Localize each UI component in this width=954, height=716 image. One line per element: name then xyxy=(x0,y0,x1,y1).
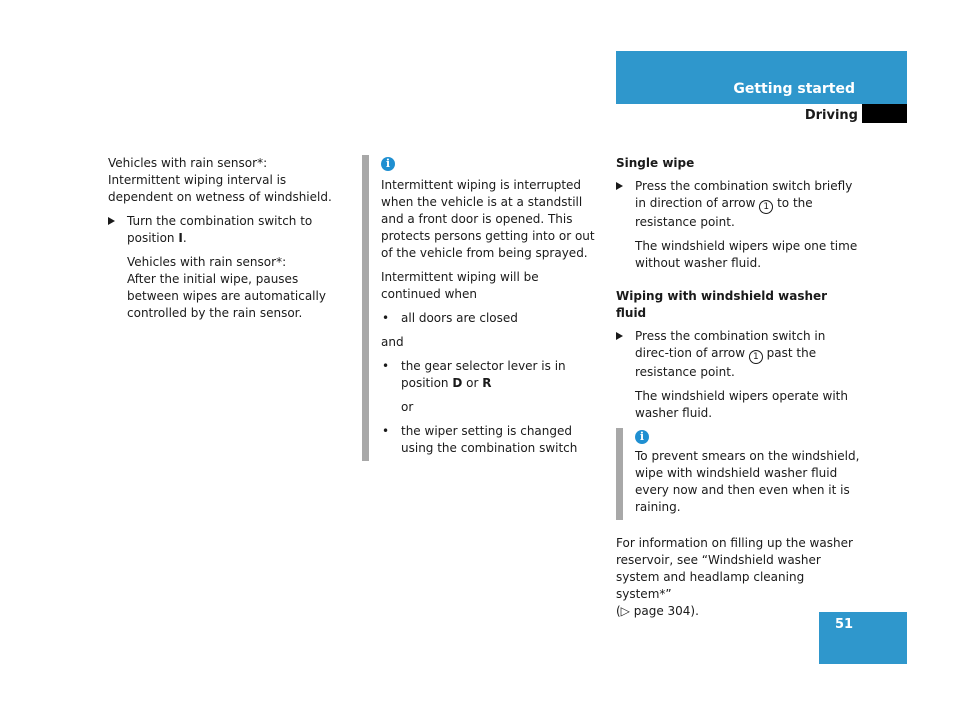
header-tab xyxy=(616,51,907,104)
washer-result: The windshield wipers operate with washer fluid. xyxy=(635,389,848,420)
step-position-i: Turn the combination switch to position I. xyxy=(108,213,348,247)
info-box xyxy=(616,428,860,520)
triangle-bullet-icon xyxy=(616,182,623,190)
intro-line1: Vehicles with rain sensor*: xyxy=(108,156,268,170)
single-wipe-result: The windshield wipers wipe one time without washer fluid. xyxy=(635,239,858,270)
washer-heading: Wiping with windshield washer fluid xyxy=(616,289,828,320)
info-icon: i xyxy=(381,157,395,171)
rain-sensor-note: Vehicles with rain sensor*: After the initial wipe, pauses between wipes are automatically controlled by the rain sensor. xyxy=(127,255,326,320)
arrow-number-icon: 1 xyxy=(759,200,773,214)
info-text: Intermittent wiping is interrupted when the vehicle is at a standstill and a front door is opened. This protects persons getting into or out of the vehicle from being sprayed. xyxy=(381,178,595,260)
subsection-title: Driving xyxy=(804,108,858,123)
continued-text: Intermittent wiping will be continued when xyxy=(381,270,539,301)
info-bar xyxy=(362,155,369,461)
column-right xyxy=(616,155,860,620)
column-middle xyxy=(362,155,602,461)
bullet-dot-icon: • xyxy=(382,424,390,438)
column-left xyxy=(108,155,348,322)
intro-line2: Intermittent wiping interval is dependent on wetness of windshield. xyxy=(108,173,332,204)
section-marker xyxy=(862,104,907,123)
page-number-tab xyxy=(819,612,907,664)
list-item: • the wiper setting is changed using the combination switch xyxy=(382,424,578,455)
list-item: • the gear selector lever is in position D or R xyxy=(382,359,566,390)
washer-step: Press the combination switch in direc-tion of arrow 1 past the resistance point. xyxy=(616,328,860,381)
list-item: • all doors are closed xyxy=(382,311,518,325)
bullet-dot-icon: • xyxy=(382,359,390,373)
info-box xyxy=(362,155,602,461)
footer-text: For information on filling up the washer reservoir, see “Windshield washer system and headlamp cleaning system*” xyxy=(616,536,853,601)
page-number: 51 xyxy=(835,617,854,632)
info-icon: i xyxy=(635,430,649,444)
and-text: and xyxy=(381,335,404,349)
or-text: or xyxy=(401,400,414,414)
arrow-number-icon: 1 xyxy=(749,350,763,364)
info-text: To prevent smears on the windshield, wipe with windshield washer fluid every now and then even when it is raining. xyxy=(635,449,860,514)
section-title: Getting started xyxy=(733,81,855,97)
single-wipe-heading: Single wipe xyxy=(616,156,695,170)
triangle-bullet-icon xyxy=(108,217,115,225)
page-reference: (▷ page 304). xyxy=(616,604,699,618)
info-bar xyxy=(616,428,623,520)
single-wipe-step: Press the combination switch briefly in direction of arrow 1 to the resistance point. xyxy=(616,178,860,231)
bullet-dot-icon: • xyxy=(382,311,390,325)
triangle-bullet-icon xyxy=(616,332,623,340)
